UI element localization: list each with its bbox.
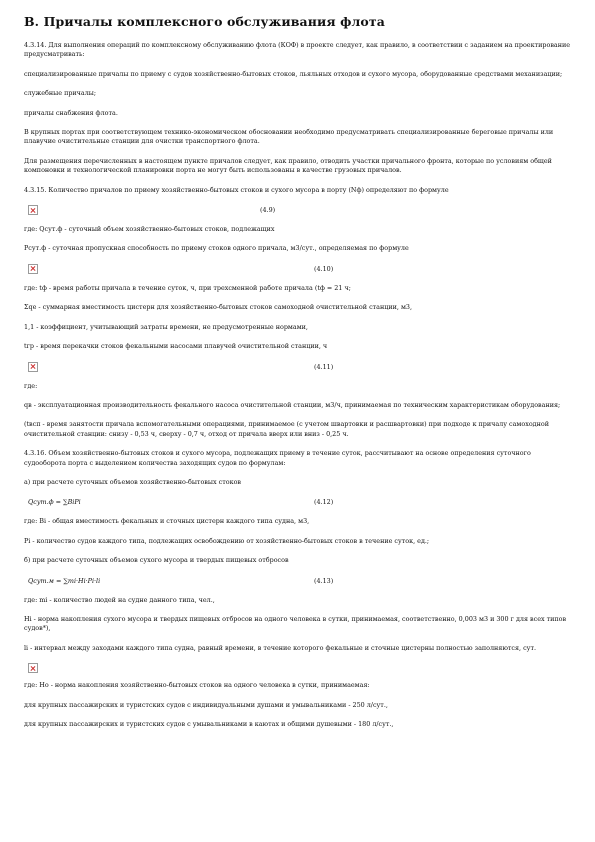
paragraph: Hi - норма накопления сухого мусора и твердых пищевых отбросов на одного человека в сутки, принимаемая, соответственно, 0,003 м3 и 300 г для всех типов судов*), (24, 614, 567, 633)
paragraph: где: tф - время работы причала в течение суток, ч, при трехсменной работе причала (tф = 21 ч; (24, 283, 351, 292)
paragraph: В крупных портах при соответствующем технико-экономическом обосновании необходимо предусматривать специализированные береговые причалы или плавучие очистительные станции для очистки транспортного флота. (24, 128, 554, 146)
equation-number: (4.12) (314, 498, 334, 507)
paragraph: 4.3.14. Для выполнения операций по комплексному обслуживанию флота (КОФ) в проекте следует, как правило, в соответствии с заданием на проектирование предусматривать: (24, 41, 571, 59)
paragraph: а) при расчете суточных объемов хозяйственно-бытовых стоков (24, 477, 242, 486)
equation-4-13 (24, 576, 572, 590)
paragraph: 4.3.16. Объем хозяйственно-бытовых стоков и сухого мусора, подлежащих приему в течение суток, рассчитывают на основе определения суточного судооборота порта с выделением количества заходящих судов по формулам: (24, 449, 531, 467)
paragraph: б) при расчете суточных объемов сухого мусора и твердых пищевых отбросов (24, 556, 289, 565)
paragraph: tгр - время перекачки стоков фекальными насосами плавучей очистительной станции, ч (24, 342, 328, 351)
equation-formula: Qсут.м = ∑mi·Hi·Pi·li (28, 576, 101, 585)
equation-formula: Qсут.ф = ∑BiPi (28, 498, 81, 507)
paragraph: 4.3.15. Количество причалов по приему хозяйственно-бытовых стоков и сухого мусора в порту (Nф) определяют по формуле (24, 185, 449, 194)
equation-number: (4.10) (314, 264, 334, 273)
broken-image-icon (28, 264, 38, 274)
equation-4-12 (24, 497, 572, 511)
paragraph: где: mi - количество людей на судне данного типа, чел., (24, 595, 215, 604)
section-title: В. Причалы комплексного обслуживания флота (24, 14, 385, 29)
equation-number: (4.9) (260, 206, 276, 215)
paragraph: Σqе - суммарная вместимость цистерн для хозяйственно-бытовых стоков самоходной очистительной станции, м3, (24, 303, 413, 312)
paragraph: для крупных пассажирских и туристских судов с индивидуальными душами и умывальниками - 250 л/сут., (24, 700, 388, 709)
equation-4-9 (24, 205, 572, 219)
paragraph: 1,1 - коэффициент, учитывающий затраты времени, не предусмотренные нормами, (24, 322, 308, 331)
paragraph: специализированные причалы по приему с судов хозяйственно-бытовых стоков, льяльных отходов и сухого мусора, оборудованные средствами механизации; (24, 69, 563, 78)
paragraph: Для размещения перечисленных в настоящем пункте причалов следует, как правило, отводить участки причального фронта, которые по условиям общей компоновки и технологической планировки порта не могут быть использованы в качестве грузовых причалов. (24, 156, 552, 175)
paragraph: где: Hо - норма накопления хозяйственно-бытовых стоков на одного человека в сутки, принимаемая: (24, 681, 370, 690)
paragraph: qв - эксплуатационная производительность фекального насоса очистительной станции, м3/ч, принимаемая по техническим характеристикам оборудования; (24, 400, 561, 409)
paragraph: служебные причалы; (24, 89, 97, 98)
paragraph: Pi - количество судов каждого типа, подлежащих освобождению от хозяйственно-бытовых стоков в течение суток, ед.; (24, 536, 430, 545)
equation-number: (4.11) (314, 362, 334, 371)
paragraph: (tвсп - время занятости причала вспомогательными операциями, принимаемое (с учетом швартовки и расшвартовки) при подходе к причалу самоходной очистительной станции: снизу - 0,53 ч, сверху - 0,7 ч, отход от причала вверх или вниз - 0,25 ч. (24, 420, 549, 438)
paragraph: Pсут.ф - суточная пропускная способность по приему стоков одного причала, м3/сут., определяемая по формуле (24, 244, 409, 253)
equation-number: (4.13) (314, 576, 334, 585)
paragraph: причалы снабжения флота. (24, 108, 118, 117)
paragraph: где: (24, 381, 38, 390)
equation-4-10 (24, 264, 572, 278)
paragraph: где: Qсут.ф - суточный объем хозяйственно-бытовых стоков, подлежащих (24, 225, 275, 234)
equation-4-11 (24, 362, 572, 376)
paragraph: для крупных пассажирских и туристских судов с умывальниками в каютах и общими душевыми - 180 л/сут., (24, 720, 394, 728)
paragraph: li - интервал между заходами каждого типа судна, равный времени, в течение которого фекальные и сточные цистерны полностью заполняются, сут. (24, 643, 537, 652)
broken-image-icon (28, 663, 38, 673)
equation-image (24, 663, 572, 675)
broken-image-icon (28, 205, 38, 215)
paragraph: где: Bi - общая вместимость фекальных и сточных цистерн каждого типа судна, м3, (24, 517, 310, 526)
broken-image-icon (28, 362, 38, 372)
document-page (24, 14, 572, 729)
